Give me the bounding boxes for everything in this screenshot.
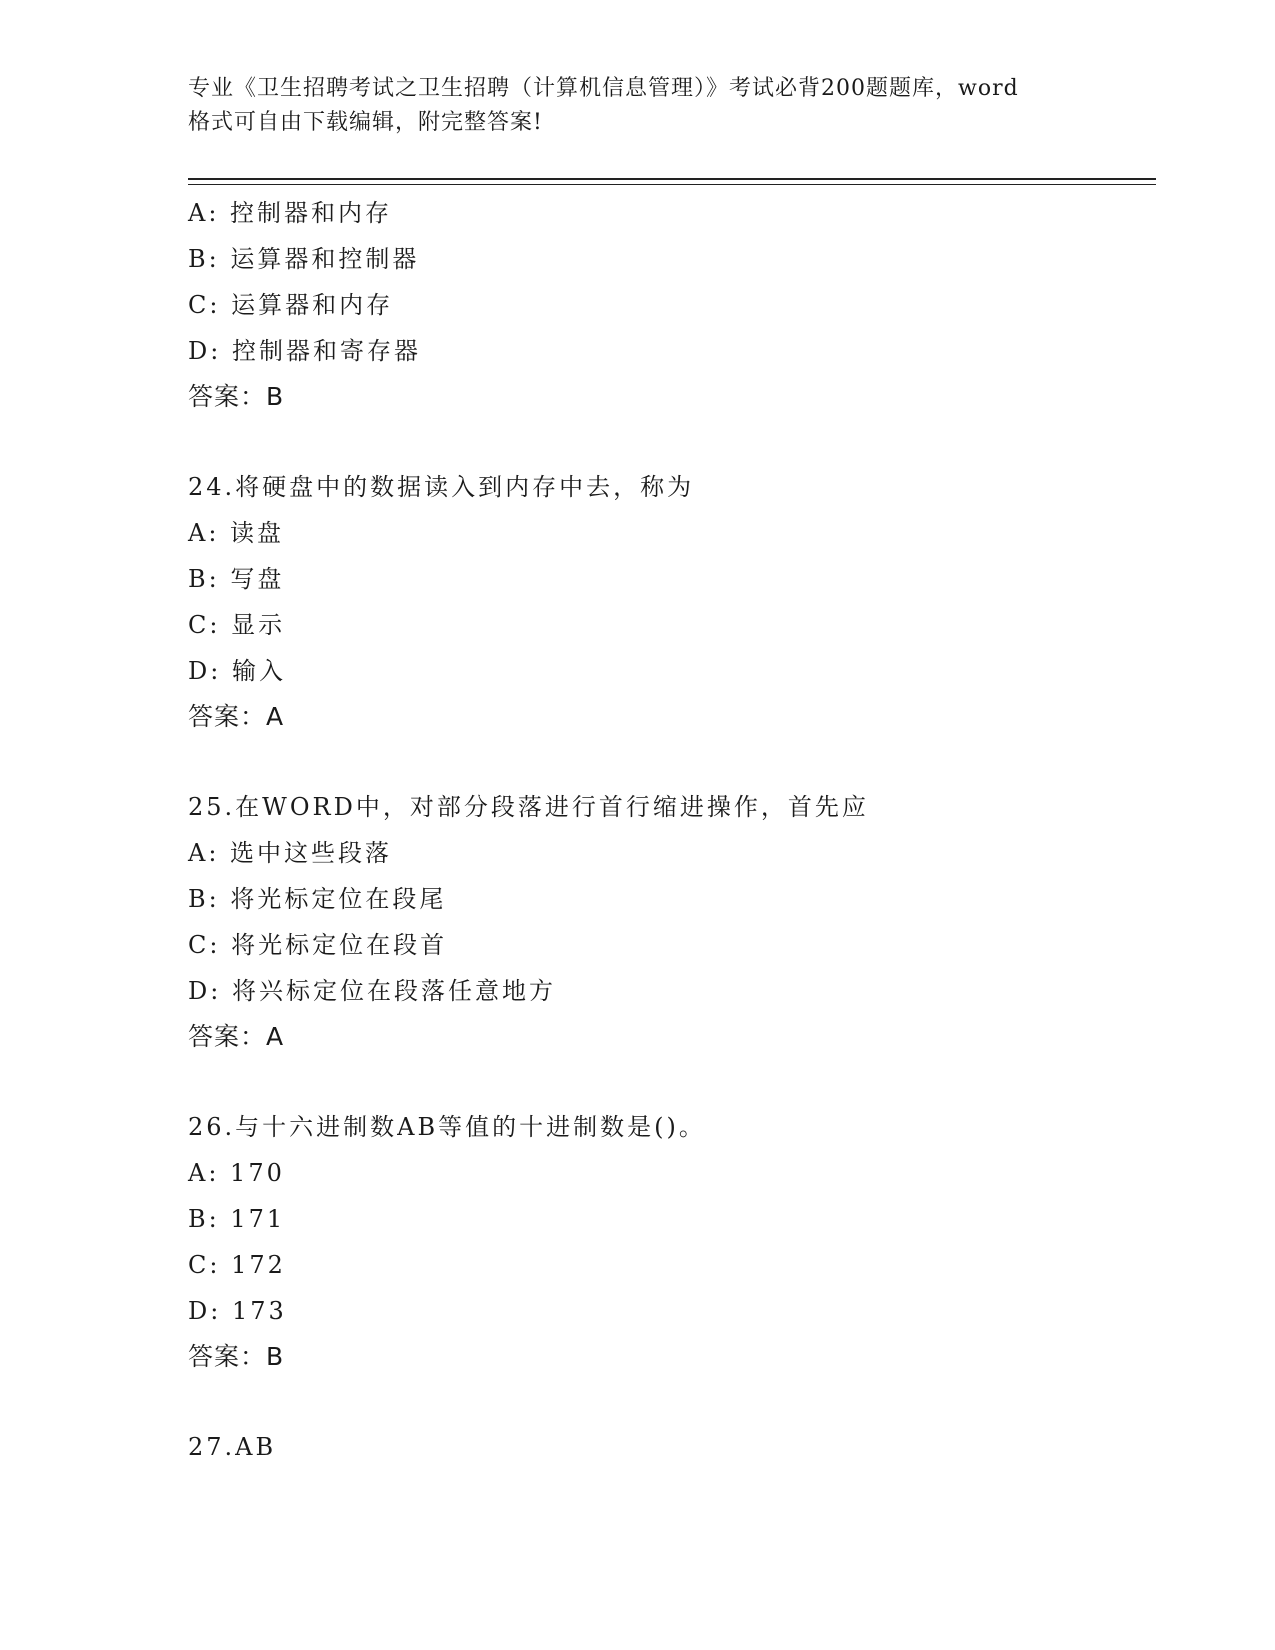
option-d: D: 控制器和寄存器 [188,337,421,365]
question-text: 26.与十六进制数AB等值的十进制数是()。 [188,1113,706,1141]
option-b: B: 写盘 [188,565,285,593]
question-block-23 [188,190,1148,420]
header-divider-thin [188,184,1156,185]
question-text: 25.在WORD中，对部分段落进行首行缩进操作，首先应 [188,793,869,821]
option-a: A: 读盘 [188,519,285,547]
option-d: D: 将兴标定位在段落任意地方 [188,977,556,1005]
answer-line: 答案：B [188,382,285,411]
question-block-26 [188,1104,1148,1380]
answer-line: 答案：A [188,1022,285,1051]
option-b: B: 将光标定位在段尾 [188,885,447,913]
spacer [188,1380,1148,1424]
header-title-line-1: 专业《卫生招聘考试之卫生招聘（计算机信息管理）》考试必背200题题库，word [188,76,1019,101]
question-block-24 [188,464,1148,740]
option-b: B: 171 [188,1205,286,1233]
question-block-25 [188,784,1148,1060]
question-block-27 [188,1424,1148,1470]
answer-line: 答案：A [188,702,285,731]
option-c: C: 运算器和内存 [188,291,394,319]
header-title-line-2: 格式可自由下载编辑，附完整答案! [188,110,543,135]
option-c: C: 显示 [188,611,286,639]
answer-line: 答案：B [188,1342,285,1371]
option-c: C: 172 [188,1251,286,1279]
question-list [188,190,1148,1470]
option-b: B: 运算器和控制器 [188,245,420,273]
header-divider-thick [188,178,1156,180]
option-c: C: 将光标定位在段首 [188,931,448,959]
option-a: A: 选中这些段落 [188,839,393,867]
document-header [188,72,1098,140]
spacer [188,740,1148,784]
spacer [188,420,1148,464]
question-text: 27.AB [188,1433,277,1461]
option-d: D: 173 [188,1297,287,1325]
option-a: A: 170 [188,1159,285,1187]
option-a: A: 控制器和内存 [188,199,393,227]
question-text: 24.将硬盘中的数据读入到内存中去，称为 [188,473,695,501]
spacer [188,1060,1148,1104]
option-d: D: 输入 [188,657,286,685]
